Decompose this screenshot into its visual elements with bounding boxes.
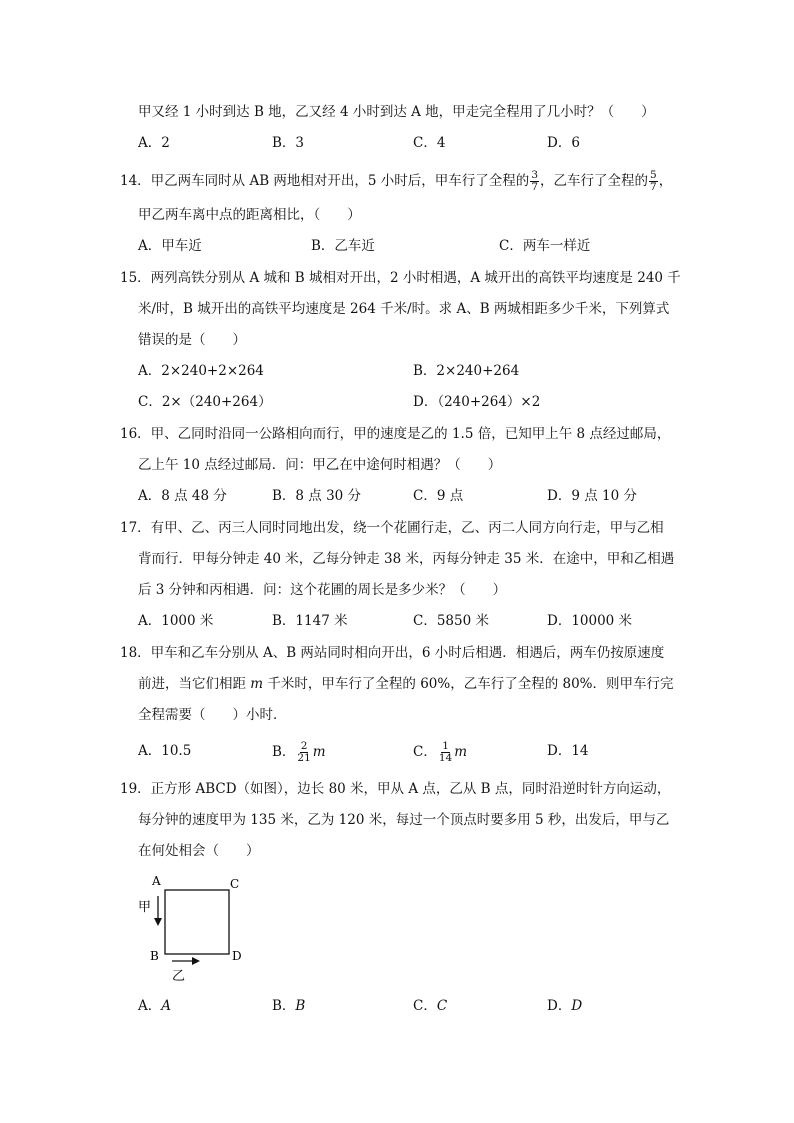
q15-line-3: 错误的是（ ）: [138, 332, 246, 348]
q19-option-d: [547, 996, 582, 1016]
q15-line-2: 米/时，B 城开出的高铁平均速度是 264 千米/时。求 A、B 两城相距多少千米，下列算式: [138, 301, 670, 317]
q18-line-3: 全程需要（ ）小时．: [138, 707, 287, 723]
q18-variable-m: m: [250, 676, 264, 692]
q18-option-b: [272, 741, 326, 764]
vertex-label-c: C: [230, 877, 240, 891]
q19-option-c-var: C: [436, 998, 448, 1014]
q17-option-a: A．1000 米: [138, 613, 214, 629]
q17-option-b: B．1147 米: [272, 613, 348, 629]
q14-fraction-2-num: 5: [650, 169, 657, 181]
vertex-label-d: D: [232, 949, 242, 963]
q16-line-2: 乙上午 10 点经过邮局．问：甲乙在中途何时相遇？（ ）: [138, 457, 502, 473]
q15-option-b: B．2×240+264: [413, 363, 520, 379]
q14-fraction-2-den: 7: [650, 181, 657, 193]
q14-line-2: 甲乙两车离中点的距离相比，（ ）: [138, 207, 361, 223]
q18-line-2: [138, 674, 674, 694]
jia-arrow-down-icon: [154, 918, 162, 926]
q16-option-b: B．8 点 30 分: [272, 488, 362, 504]
q19-option-a-var: A: [161, 998, 171, 1014]
q19-option-c: [413, 996, 447, 1016]
vertex-label-a: A: [152, 874, 161, 888]
vertex-label-b: B: [150, 949, 159, 963]
q15-option-a: A．2×240+2×264: [138, 363, 264, 379]
q18-option-c-fraction: [438, 741, 453, 764]
q14-option-a: A．甲车近: [138, 238, 202, 254]
yi-arrow-right-icon: [192, 957, 200, 965]
square-abcd-figure: [130, 868, 260, 988]
q18-option-c: [413, 741, 467, 764]
q14-fraction-1-den: 7: [531, 181, 538, 193]
q15-line-1: 15．两列高铁分别从 A 城和 B 城相对开出，2 小时相遇，A 城开出的高铁平均速度是 240 千: [120, 270, 681, 286]
q18-option-b-num: 2: [300, 740, 308, 752]
q16-option-c: C．9 点: [413, 488, 464, 504]
q18-option-b-var: m: [312, 744, 326, 760]
q14-text-b: ，乙车行了全程的: [540, 173, 648, 189]
q19-option-b: [272, 996, 305, 1016]
q17-line-2: 背而行．甲每分钟走 40 米，乙每分钟走 38 米，丙每分钟走 35 米．在途中，甲和乙相遇: [138, 551, 675, 567]
square-shape: [165, 890, 229, 954]
q15-option-c: C．2×（240+264）: [138, 394, 272, 410]
q14-fraction-2: [649, 170, 658, 193]
q19-option-b-prefix: B．: [272, 998, 296, 1014]
q14-text-c: ，: [658, 173, 673, 189]
q18-option-c-var: m: [454, 744, 468, 760]
q17-option-d: D．10000 米: [547, 613, 633, 629]
q13-option-a: A．2: [138, 135, 170, 151]
q18-option-d: D．14: [547, 743, 589, 759]
q15-option-d: D．（240+264）×2: [413, 394, 541, 410]
q18-option-a: A．10.5: [138, 743, 192, 759]
q18-option-b-prefix: B．: [272, 744, 296, 760]
q18-option-b-fraction: [296, 741, 311, 764]
q16-option-d: D．9 点 10 分: [547, 488, 637, 504]
q18-option-c-num: 1: [442, 740, 449, 752]
q17-option-c: C．5850 米: [413, 613, 489, 629]
q13-option-d: D．6: [547, 135, 580, 151]
q16-option-a: A．8 点 48 分: [138, 488, 227, 504]
q19-option-a-prefix: A．: [138, 998, 162, 1014]
q18-line-1: 18．甲车和乙车分别从 A、B 两站同时相向开出，6 小时后相遇．相遇后，两车仍按原速度: [120, 645, 665, 661]
q19-option-c-prefix: C．: [413, 998, 437, 1014]
q16-line-1: 16．甲、乙同时沿同一公路相向而行，甲的速度是乙的 1.5 倍，已知甲上午 8 点经过邮局，: [120, 426, 671, 442]
q14-fraction-1: [530, 170, 539, 193]
q18-option-c-den: 14: [438, 752, 453, 764]
q14-option-b: B．乙车近: [311, 238, 375, 254]
q19-option-a: [138, 996, 171, 1016]
q14-line-1: [120, 170, 672, 193]
q18-text-b: 千米时，甲车行了全程的 60%，乙车行了全程的 80%．则甲车行完: [263, 676, 674, 692]
q13-option-b: B．3: [272, 135, 305, 151]
label-yi: 乙: [172, 969, 186, 984]
q18-option-c-prefix: C．: [413, 744, 437, 760]
q19-line-3: 在何处相会（ ）: [138, 843, 260, 859]
q19-option-b-var: B: [295, 998, 306, 1014]
q17-line-1: 17．有甲、乙、丙三人同时同地出发，绕一个花圃行走，乙、丙二人同方向行走，甲与乙相: [120, 520, 664, 536]
q18-text-a: 前进，当它们相距: [138, 676, 251, 692]
q19-line-2: 每分钟的速度甲为 135 米，乙为 120 米，每过一个顶点时要多用 5 秒，出发后，甲与乙: [138, 812, 670, 828]
q19-line-1: 19．正方形 ABCD（如图），边长 80 米，甲从 A 点，乙从 B 点，同时沿逆时针方向运动，: [120, 781, 671, 797]
q19-option-d-var: D: [571, 998, 583, 1014]
q17-line-3: 后 3 分钟和丙相遇．问：这个花圃的周长是多少米？（ ）: [138, 582, 507, 598]
q13-option-c: C．4: [413, 135, 446, 151]
q19-option-d-prefix: D．: [547, 998, 572, 1014]
label-jia: 甲: [138, 900, 152, 915]
q13-continuation: 甲又经 1 小时到达 B 地，乙又经 4 小时到达 A 地，甲走完全程用了几小时？（ ）: [138, 104, 655, 120]
q14-option-c: C．两车一样近: [499, 238, 591, 254]
q14-text-a: 14．甲乙两车同时从 AB 两地相对开出，5 小时后，甲车行了全程的: [120, 173, 530, 189]
q14-fraction-1-num: 3: [531, 169, 538, 181]
q18-option-b-den: 21: [297, 752, 311, 764]
